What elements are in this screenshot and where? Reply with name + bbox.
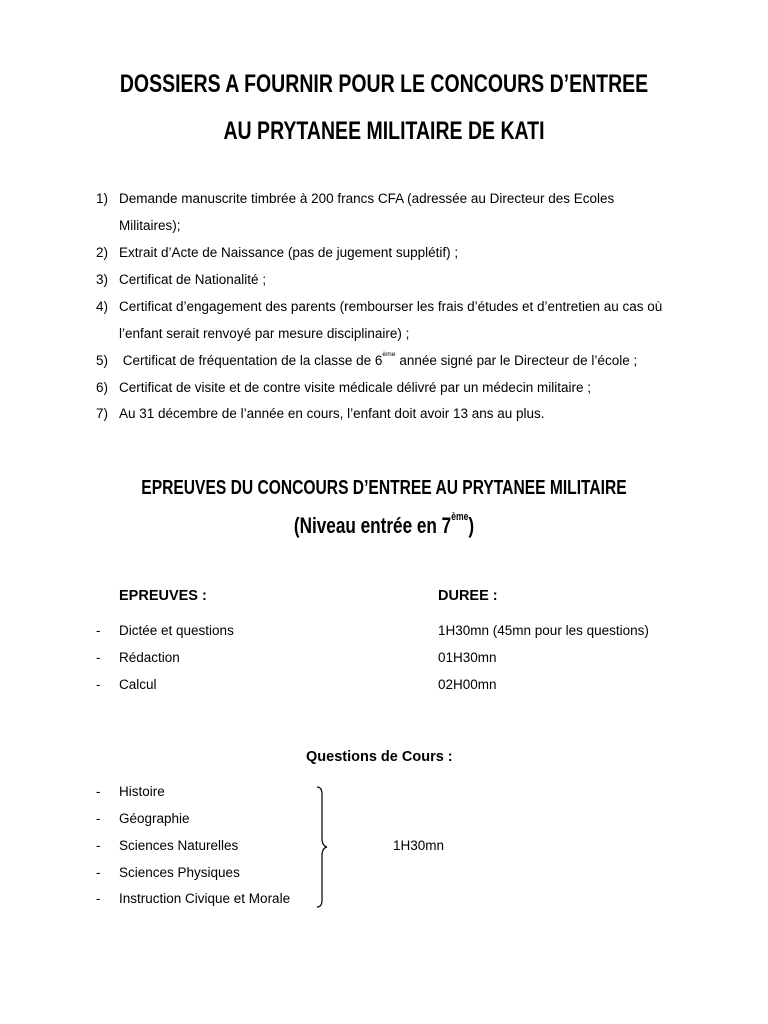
list-item: Histoire <box>119 784 165 799</box>
list-bullet: - <box>96 811 101 826</box>
list-item-number: 7) <box>96 406 109 421</box>
section-title-epreuves: EPREUVES DU CONCOURS D’ENTREE AU PRYTANEE MILITAIRE <box>141 477 627 499</box>
superscript: ème <box>451 511 469 523</box>
list-item: Géographie <box>119 811 190 826</box>
list-item: Instruction Civique et Morale <box>119 891 291 906</box>
list-bullet: - <box>96 623 101 638</box>
subtitle-pre: (Niveau entrée en 7 <box>293 513 452 538</box>
document-title-line1: DOSSIERS A FOURNIR POUR LE CONCOURS D’ENTREE <box>119 70 649 98</box>
superscript: ème <box>382 351 396 358</box>
list-item-text: Certificat de Nationalité ; <box>119 272 267 287</box>
list-item-text-continuation: l’enfant serait renvoyé par mesure disciplinaire) ; <box>119 326 410 341</box>
list-bullet: - <box>96 838 101 853</box>
list-item-text: Extrait d’Acte de Naissance (pas de jugement supplétif) ; <box>119 245 459 260</box>
column-header-epreuves: EPREUVES : <box>119 588 207 604</box>
list-bullet: - <box>96 784 101 799</box>
section-subtitle-niveau <box>84 513 683 539</box>
list-item-number: 1) <box>96 191 109 206</box>
list-item: Sciences Physiques <box>119 865 240 880</box>
list-item-text: Certificat d’engagement des parents (rembourser les frais d’études et d’entretien au cas où <box>119 299 663 314</box>
list-item-text <box>119 353 637 368</box>
column-header-duree: DUREE : <box>438 588 498 604</box>
table-cell-duree: 01H30mn <box>438 650 497 665</box>
list-bullet: - <box>96 650 101 665</box>
list-item-number: 2) <box>96 245 109 260</box>
list-item-number: 4) <box>96 299 109 314</box>
list-item-number: 3) <box>96 272 109 287</box>
list-bullet: - <box>96 891 101 906</box>
list-item-text: Au 31 décembre de l’année en cours, l’enfant doit avoir 13 ans au plus. <box>119 406 545 421</box>
table-cell-duree: 1H30mn (45mn pour les questions) <box>438 623 649 638</box>
table-cell-epreuve: Rédaction <box>119 650 180 665</box>
list-item-text: Certificat de visite et de contre visite médicale délivré par un médecin militaire ; <box>119 380 591 395</box>
list-bullet: - <box>96 677 101 692</box>
questions-cours-duree: 1H30mn <box>393 838 445 853</box>
section-title-questions-cours: Questions de Cours : <box>306 749 453 765</box>
list-item-number: 6) <box>96 380 109 395</box>
subtitle-post: ) <box>468 513 475 538</box>
list-item-text-pre: Certificat de fréquentation de la classe de 6 <box>119 353 383 368</box>
list-item-text-post: année signé par le Directeur de l’école ; <box>395 353 638 368</box>
list-item: Sciences Naturelles <box>119 838 239 853</box>
table-cell-duree: 02H00mn <box>438 677 497 692</box>
document-title-line2: AU PRYTANEE MILITAIRE DE KATI <box>223 117 545 145</box>
list-item-text: Demande manuscrite timbrée à 200 francs CFA (adressée au Directeur des Ecoles <box>119 191 615 206</box>
right-brace-icon <box>315 786 331 908</box>
list-item-text-continuation: Militaires); <box>119 218 181 233</box>
table-cell-epreuve: Dictée et questions <box>119 623 234 638</box>
list-bullet: - <box>96 865 101 880</box>
table-cell-epreuve: Calcul <box>119 677 157 692</box>
list-item-number: 5) <box>96 353 109 368</box>
